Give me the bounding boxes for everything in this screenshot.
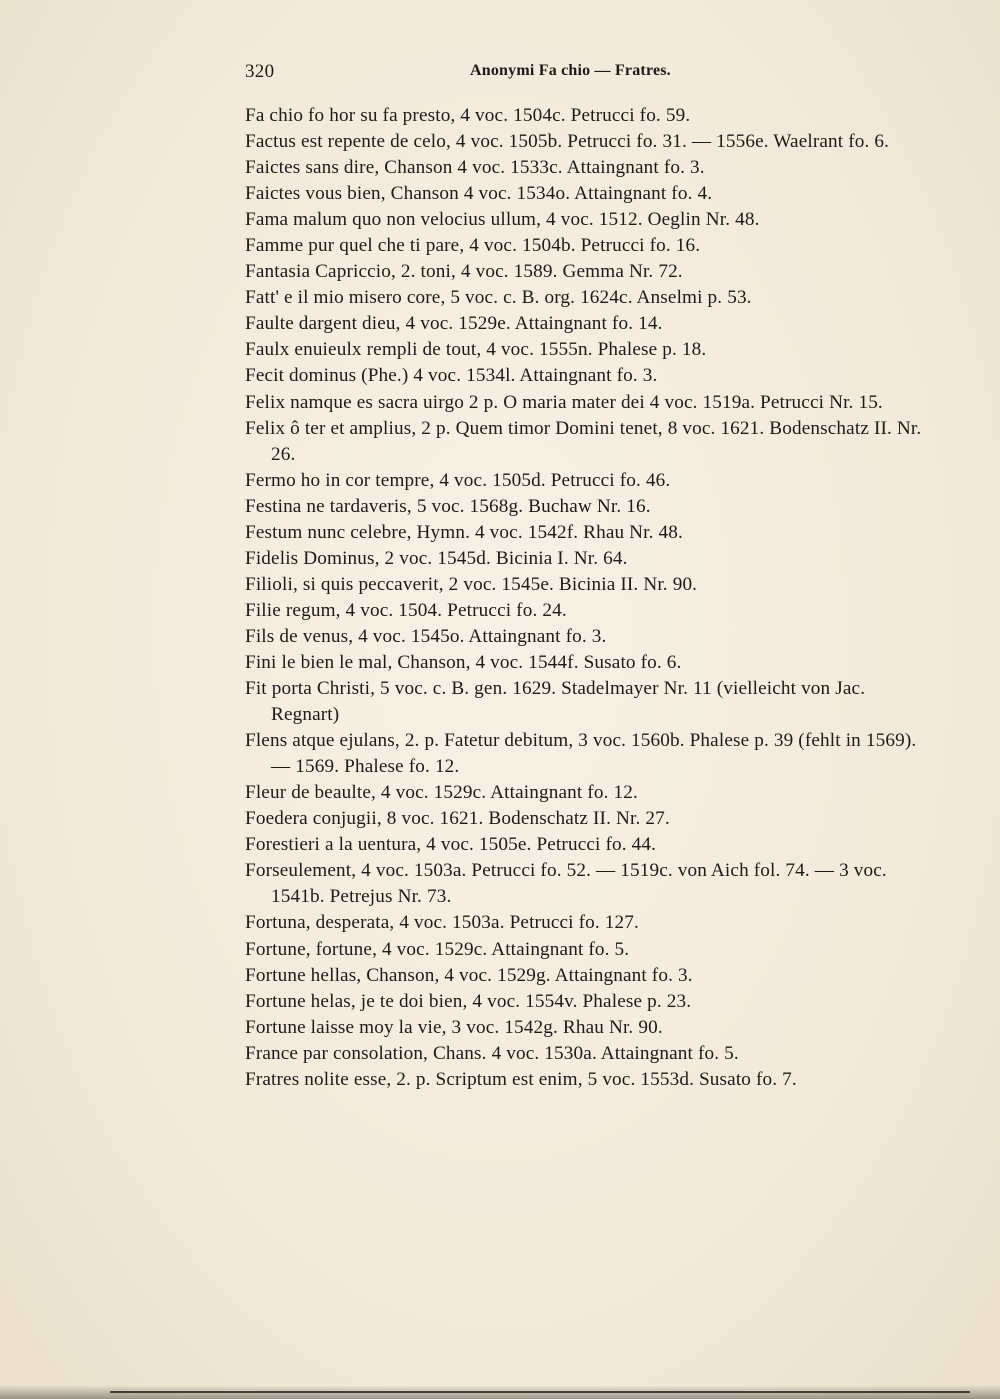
list-item: Fratres nolite esse, 2. p. Scriptum est enim, 5 voc. 1553d. Susato fo. 7. (245, 1068, 797, 1090)
list-item: Fidelis Dominus, 2 voc. 1545d. Bicinia I. Nr. 64. (245, 547, 628, 569)
list-item: Fermo ho in cor tempre, 4 voc. 1505d. Petrucci fo. 46. (245, 469, 671, 491)
list-item: Fortune laisse moy la vie, 3 voc. 1542g. Rhau Nr. 90. (245, 1016, 663, 1038)
list-item: Fleur de beaulte, 4 voc. 1529c. Attaingnant fo. 12. (245, 782, 638, 804)
list-item: Faictes vous bien, Chanson 4 voc. 1534o. Attaingnant fo. 4. (245, 183, 713, 205)
page-edge-shadow (0, 1385, 1000, 1399)
list-item: Faictes sans dire, Chanson 4 voc. 1533c. Attaingnant fo. 3. (245, 157, 705, 179)
list-item: Fortune helas, je te doi bien, 4 voc. 1554v. Phalese p. 23. (245, 990, 692, 1012)
list-item: Fantasia Capriccio, 2. toni, 4 voc. 1589. Gemma Nr. 72. (245, 261, 683, 283)
list-item: Foedera conjugii, 8 voc. 1621. Bodenschatz II. Nr. 27. (245, 808, 670, 830)
list-item: Filie regum, 4 voc. 1504. Petrucci fo. 24. (245, 599, 567, 621)
entry-list (245, 103, 925, 1093)
list-item: Faulte dargent dieu, 4 voc. 1529e. Attaingnant fo. 14. (245, 313, 663, 335)
page-number: 320 (245, 61, 275, 82)
list-item: France par consolation, Chans. 4 voc. 1530a. Attaingnant fo. 5. (245, 1042, 739, 1064)
list-item: Famme pur quel che ti pare, 4 voc. 1504b. Petrucci fo. 16. (245, 235, 701, 257)
list-item: Fit porta Christi, 5 voc. c. B. gen. 1629. Stadelmayer Nr. 11 (vielleicht von Jac. Regnart) (245, 678, 866, 726)
list-item: Fortune, fortune, 4 voc. 1529c. Attaingnant fo. 5. (245, 938, 630, 960)
list-item: Festina ne tardaveris, 5 voc. 1568g. Buchaw Nr. 16. (245, 495, 651, 517)
list-item: Filioli, si quis peccaverit, 2 voc. 1545e. Bicinia II. Nr. 90. (245, 573, 698, 595)
list-item: Fama malum quo non velocius ullum, 4 voc. 1512. Oeglin Nr. 48. (245, 209, 760, 231)
list-item: Felix ô ter et amplius, 2 p. Quem timor Domini tenet, 8 voc. 1621. Bodenschatz II. Nr. 26. (245, 417, 922, 465)
list-item: Faulx enuieulx rempli de tout, 4 voc. 1555n. Phalese p. 18. (245, 339, 707, 361)
list-item: Forseulement, 4 voc. 1503a. Petrucci fo. 52. — 1519c. von Aich fol. 74. — 3 voc. 1541b. Petrejus Nr. 73. (245, 860, 887, 908)
list-item: Forestieri a la uentura, 4 voc. 1505e. Petrucci fo. 44. (245, 834, 657, 856)
list-item: Fini le bien le mal, Chanson, 4 voc. 1544f. Susato fo. 6. (245, 651, 682, 673)
list-item: Festum nunc celebre, Hymn. 4 voc. 1542f. Rhau Nr. 48. (245, 521, 683, 543)
list-item: Fortune hellas, Chanson, 4 voc. 1529g. Attaingnant fo. 3. (245, 964, 693, 986)
list-item: Fatt' e il mio misero core, 5 voc. c. B. org. 1624c. Anselmi p. 53. (245, 287, 752, 309)
list-item: Factus est repente de celo, 4 voc. 1505b. Petrucci fo. 31. — 1556e. Waelrant fo. 6. (245, 131, 890, 153)
list-item: Fils de venus, 4 voc. 1545o. Attaingnant fo. 3. (245, 625, 607, 647)
running-title: Anonymi Fa chio — Fratres. (470, 62, 671, 79)
list-item: Fa chio fo hor su fa presto, 4 voc. 1504c. Petrucci fo. 59. (245, 105, 691, 126)
page-header (245, 61, 925, 89)
list-item: Flens atque ejulans, 2. p. Fatetur debitum, 3 voc. 1560b. Phalese p. 39 (fehlt in 1569). — 1569. Phalese fo. 12. (245, 730, 917, 778)
list-item: Fortuna, desperata, 4 voc. 1503a. Petrucci fo. 127. (245, 912, 639, 934)
list-item: Fecit dominus (Phe.) 4 voc. 1534l. Attaingnant fo. 3. (245, 365, 658, 387)
list-item: Felix namque es sacra uirgo 2 p. O maria mater dei 4 voc. 1519a. Petrucci Nr. 15. (245, 391, 883, 413)
